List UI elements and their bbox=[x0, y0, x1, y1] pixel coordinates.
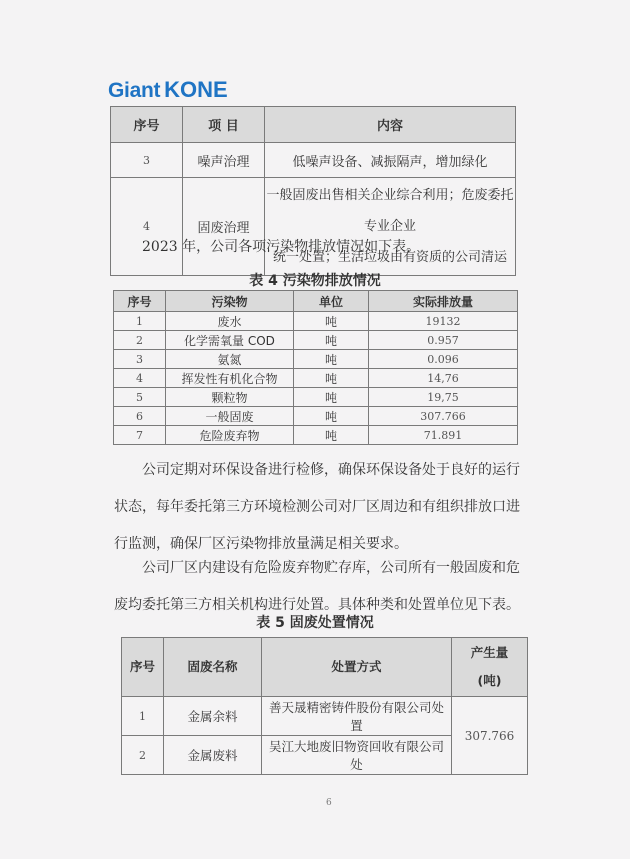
table-row bbox=[114, 426, 518, 445]
row-no: 1 bbox=[122, 697, 164, 736]
table-row bbox=[122, 697, 528, 736]
row-unit: 吨 bbox=[294, 407, 369, 426]
row-no: 6 bbox=[114, 407, 166, 426]
row-unit: 吨 bbox=[294, 350, 369, 369]
table-header-row bbox=[122, 638, 528, 697]
pollutant-emissions-table bbox=[113, 290, 518, 445]
header-content: 内容 bbox=[265, 107, 516, 143]
content-line: 统一处置；生活垃圾由有资质的公司清运 bbox=[272, 250, 507, 265]
row-no: 7 bbox=[114, 426, 166, 445]
logo-text-kone: KONE bbox=[164, 77, 228, 102]
header-unit: 单位 bbox=[294, 291, 369, 312]
row-no: 3 bbox=[114, 350, 166, 369]
row-unit: 吨 bbox=[294, 331, 369, 350]
row-no: 5 bbox=[114, 388, 166, 407]
row-no: 2 bbox=[122, 736, 164, 775]
row-no: 4 bbox=[114, 369, 166, 388]
row-no: 3 bbox=[111, 143, 183, 178]
company-logo bbox=[108, 77, 228, 103]
row-amount: 0.096 bbox=[369, 350, 518, 369]
row-disposal-method: 吴江大地废旧物资回收有限公司处 bbox=[262, 736, 452, 775]
table4-caption: 表 4 污染物排放情况 bbox=[249, 273, 381, 289]
row-amount: 307.766 bbox=[452, 697, 528, 775]
header-no: 序号 bbox=[122, 638, 164, 697]
header-disposal-method: 处置方式 bbox=[262, 638, 452, 697]
table-row bbox=[114, 350, 518, 369]
row-amount: 71.891 bbox=[369, 426, 518, 445]
header-amount-label: 产生量 bbox=[470, 645, 509, 660]
maintenance-paragraph: 公司定期对环保设备进行检修，确保环保设备处于良好的运行状态，每年委托第三方环境检测公司对厂区周边和有组织排放口进行监测，确保厂区污染物排放量满足相关要求。 bbox=[114, 462, 520, 552]
page-number: 6 bbox=[326, 798, 332, 808]
table-header-row bbox=[114, 291, 518, 312]
row-unit: 吨 bbox=[294, 388, 369, 407]
row-amount: 307.766 bbox=[369, 407, 518, 426]
table-header-row bbox=[111, 107, 516, 143]
intro-text: 年，公司各项污染物排放情况如下表。 bbox=[177, 239, 421, 255]
table-row bbox=[114, 407, 518, 426]
row-amount: 19,75 bbox=[369, 388, 518, 407]
header-item: 项 目 bbox=[183, 107, 265, 143]
row-no: 4 bbox=[111, 178, 183, 276]
table5-caption: 表 5 固废处置情况 bbox=[256, 615, 374, 631]
row-no: 1 bbox=[114, 312, 166, 331]
table-row bbox=[114, 369, 518, 388]
table-row bbox=[114, 388, 518, 407]
table-row bbox=[114, 331, 518, 350]
row-item: 噪声治理 bbox=[183, 143, 265, 178]
row-pollutant: 危险废弃物 bbox=[166, 426, 294, 445]
year: 2023 bbox=[142, 239, 178, 255]
solid-waste-disposal-table bbox=[121, 637, 528, 775]
row-pollutant: 一般固废 bbox=[166, 407, 294, 426]
row-pollutant: 化学需氧量 COD bbox=[166, 331, 294, 350]
header-amount: 实际排放量 bbox=[369, 291, 518, 312]
content-line: 一般固废出售相关企业综合利用；危废委托专业企业 bbox=[266, 188, 514, 234]
header-waste-name: 固废名称 bbox=[164, 638, 262, 697]
row-pollutant: 颗粒物 bbox=[166, 388, 294, 407]
row-no: 2 bbox=[114, 331, 166, 350]
table-row bbox=[111, 143, 516, 178]
table-row bbox=[114, 312, 518, 331]
row-amount: 19132 bbox=[369, 312, 518, 331]
row-disposal-method: 善天晟精密铸件股份有限公司处置 bbox=[262, 697, 452, 736]
row-pollutant: 废水 bbox=[166, 312, 294, 331]
row-unit: 吨 bbox=[294, 312, 369, 331]
header-amount bbox=[452, 638, 528, 697]
row-amount: 0.957 bbox=[369, 331, 518, 350]
header-pollutant: 污染物 bbox=[166, 291, 294, 312]
row-content: 低噪声设备、减振隔声，增加绿化 bbox=[265, 143, 516, 178]
row-waste-name: 金属余料 bbox=[164, 697, 262, 736]
row-item: 固废治理 bbox=[183, 178, 265, 276]
row-unit: 吨 bbox=[294, 426, 369, 445]
row-pollutant: 氨氮 bbox=[166, 350, 294, 369]
hazardous-waste-paragraph: 公司厂区内建设有危险废弃物贮存库，公司所有一般固废和危废均委托第三方相关机构进行处置。具体种类和处置单位见下表。 bbox=[114, 560, 520, 613]
intro-paragraph bbox=[114, 229, 524, 266]
logo-text-giant: Giant bbox=[108, 79, 161, 102]
row-unit: 吨 bbox=[294, 369, 369, 388]
header-amount-unit: (吨) bbox=[477, 673, 502, 688]
row-waste-name: 金属废料 bbox=[164, 736, 262, 775]
row-pollutant: 挥发性有机化合物 bbox=[166, 369, 294, 388]
header-no: 序号 bbox=[111, 107, 183, 143]
header-no: 序号 bbox=[114, 291, 166, 312]
row-amount: 14,76 bbox=[369, 369, 518, 388]
